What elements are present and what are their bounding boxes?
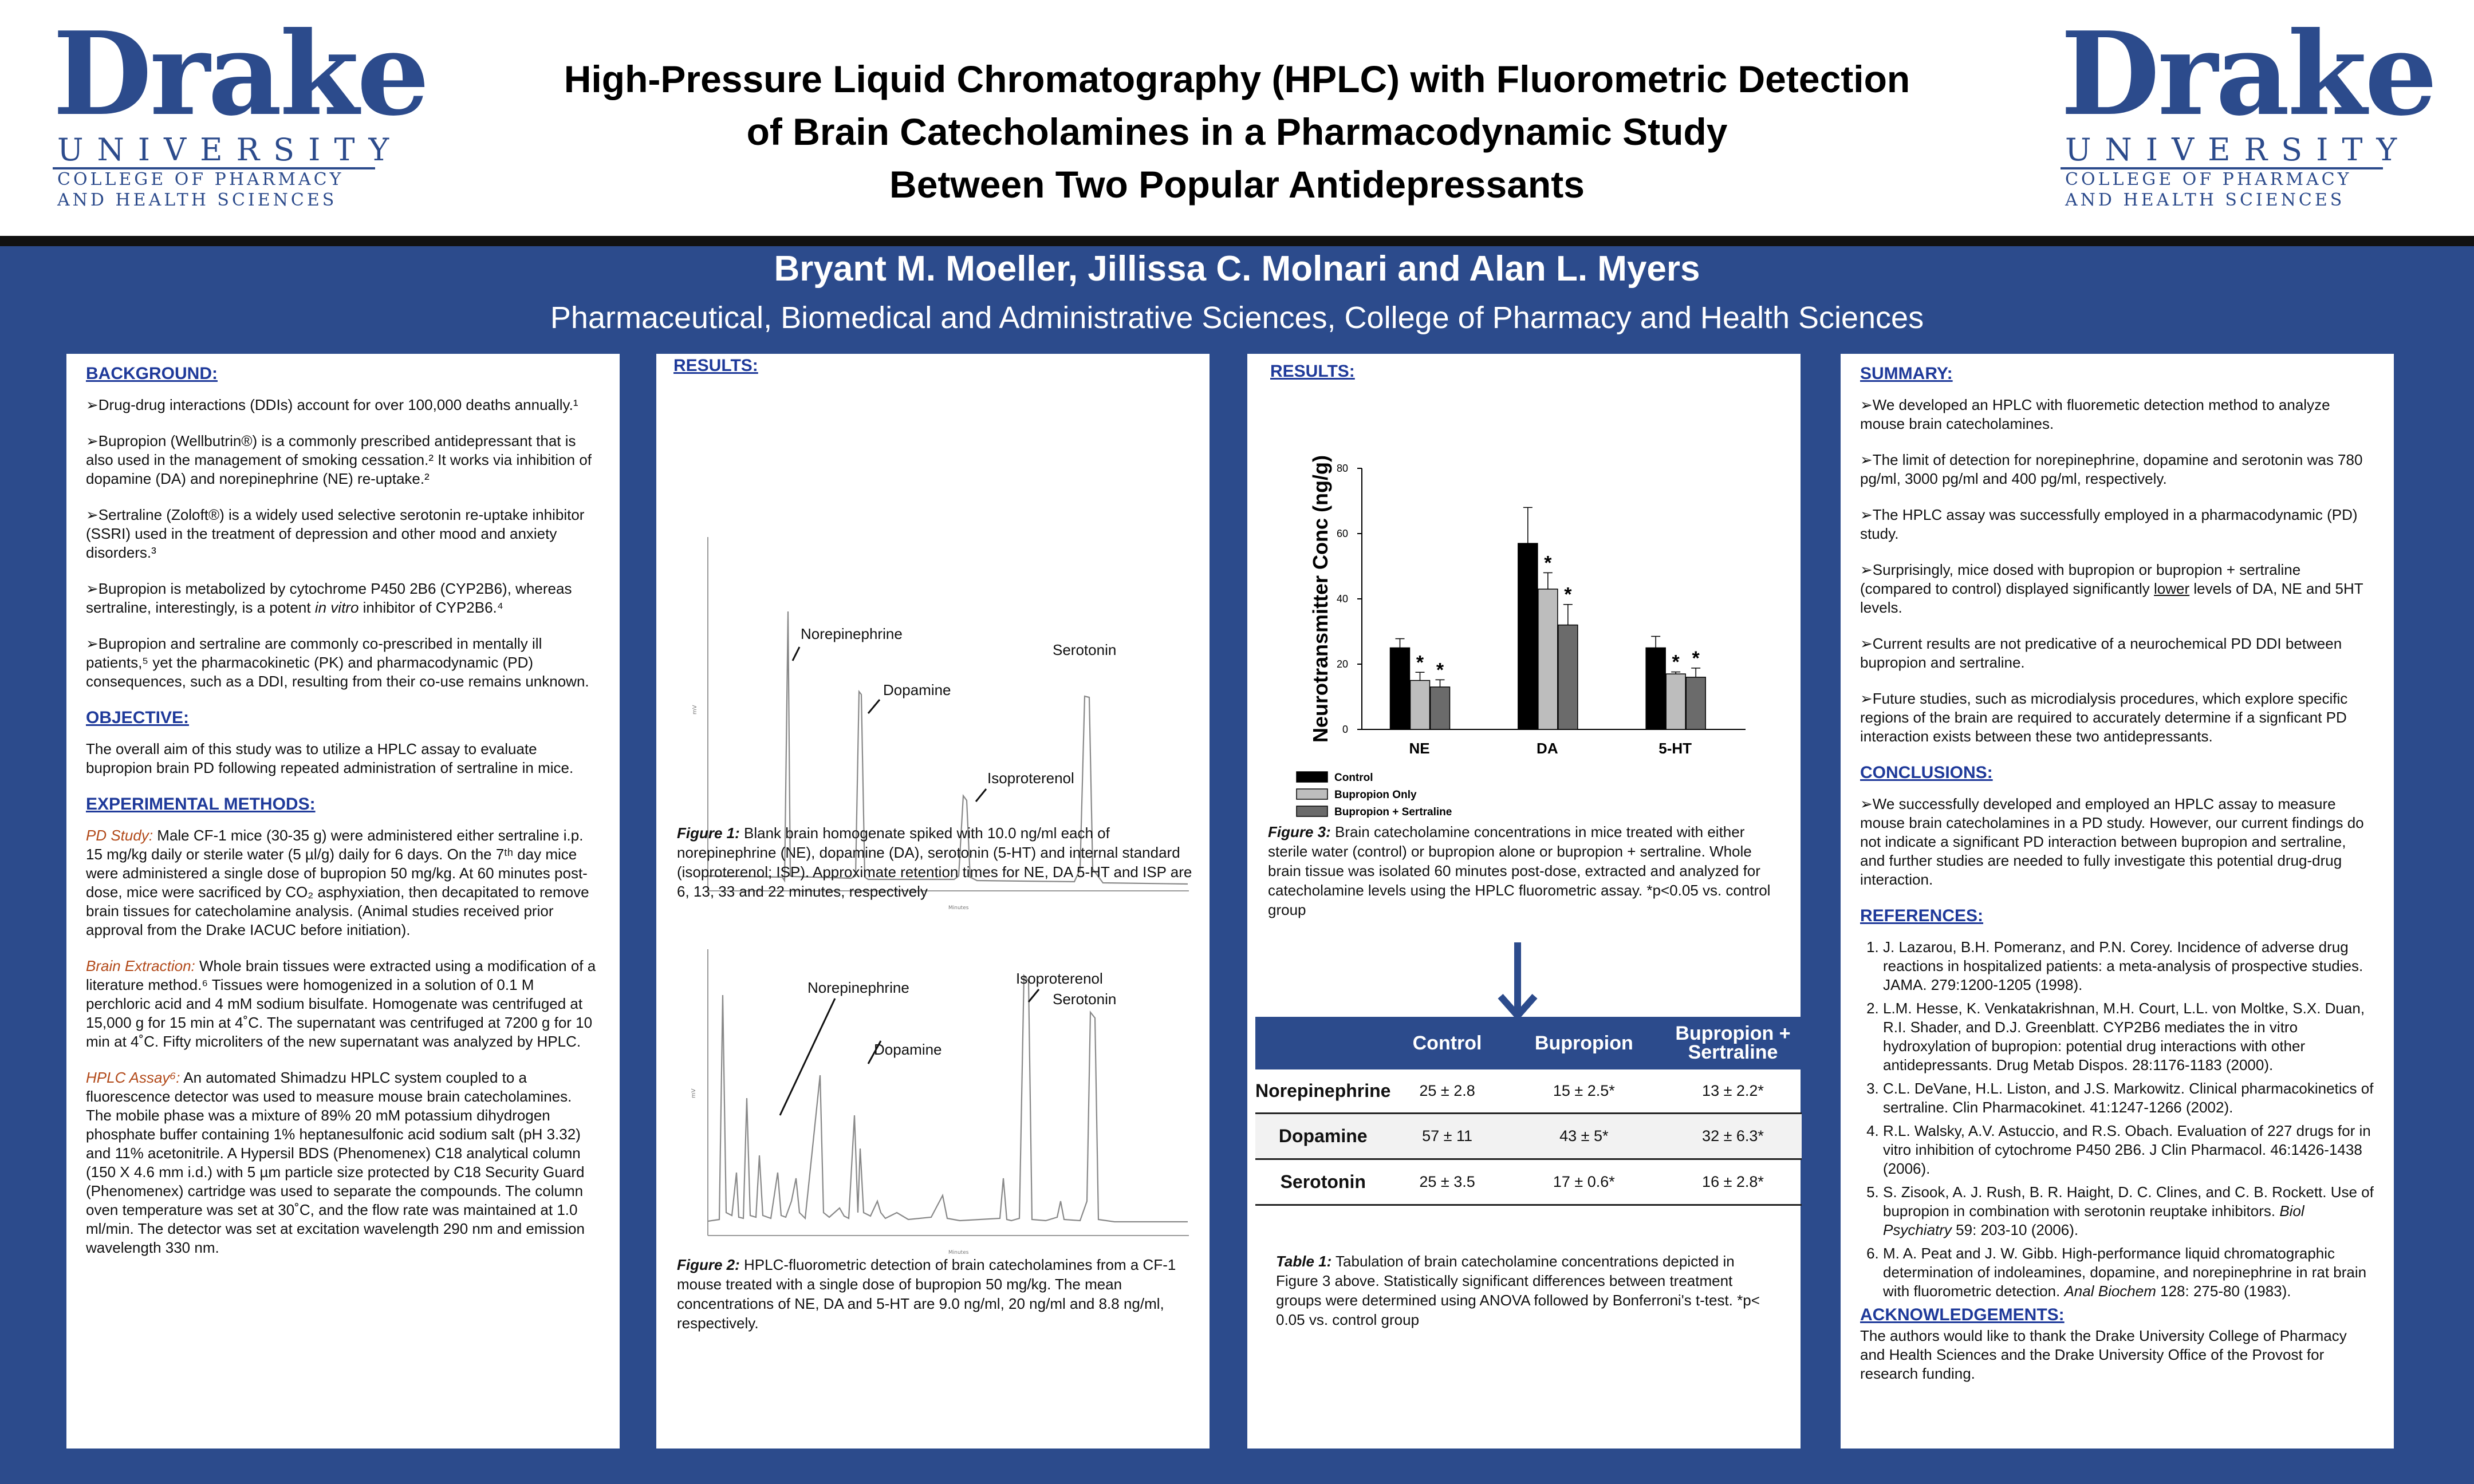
caption-label: Table 1: xyxy=(1276,1253,1332,1270)
down-arrow-icon xyxy=(1496,942,1539,1023)
table-cell: 25 ± 3.5 xyxy=(1419,1173,1475,1190)
method-text: An automated Shimadzu HPLC system coupled to a fluorescence detector was used to measure mouse brain catecholamines. The mobile phase was a mixture of 89% 20 mM potassium dihydrogen phosphate buffer containing 1% heptanesulfonic acid sodium salt (pH 3.32) and 11% acetonitrile. A Hypersil BDS (Phenomenex) C18 analytical column (150 X 4.6 mm i.d.) with 5 µm particle size protected by C18 Security Guard (Phenomenex) cartridge was used to separate the compounds. The column oven temperature was set at 30˚C, and the flow rate was maintained at 1.0 ml/min. The detector was set at excitation wavelength 290 nm and emission wavelength 330 nm. xyxy=(86,1069,585,1256)
logo-college-line2: AND HEALTH SCIENCES xyxy=(2065,190,2345,210)
affiliation: Pharmaceutical, Biomedical and Administrative Sciences, College of Pharmacy and Health Sciences xyxy=(550,301,1924,335)
fig1-arrow xyxy=(976,789,986,802)
fig2-label-isoproterenol: Isoproterenol xyxy=(1016,970,1103,987)
reference-text: J. Lazarou, B.H. Pomeranz, and P.N. Corey. Incidence of adverse drug reactions in hospitalized patients: a meta-analysis of prospective studies. JAMA. 279:1200-1205 (1998). xyxy=(1883,938,2363,993)
method-text: Male CF-1 mice (30-35 g) were administered either sertraline i.p. 15 mg/kg daily or sterile water (5 µl/g) daily for 6 days. On the 7ᵗʰ day mice were administered a single dose of bupropion 50 mg/kg. At 60 minutes post-dose, mice were sacrificed by CO₂ asphyxiation, then decapitated to remove brain tissues for catecholamine analysis. (Animal studies received prior approval from the Drake IACUC before initiation). xyxy=(86,827,589,938)
legend-label: Control xyxy=(1334,772,1373,784)
figure-1-caption xyxy=(677,823,1192,901)
summary-point: ➢Current results are not predicative of a neurochemical PD DDI between bupropion and sertraline. xyxy=(1860,635,2342,671)
drake-logo-right xyxy=(2061,7,2436,218)
summary-point: ➢We developed an HPLC with fluoremetic detection method to analyze mouse brain catecholamines. xyxy=(1860,396,2330,432)
bar-NE-0 xyxy=(1390,648,1410,730)
table-cell: 57 ± 11 xyxy=(1422,1127,1472,1144)
category-label: NE xyxy=(1409,740,1430,757)
background-point: ➢Drug-drug interactions (DDIs) account for over 100,000 deaths annually.¹ xyxy=(86,396,578,413)
table-row xyxy=(1255,1069,1802,1113)
panel-results-chromatograms xyxy=(656,354,1210,1449)
logo-college-line1: COLLEGE OF PHARMACY xyxy=(57,169,344,190)
bar-NE-2 xyxy=(1431,687,1450,729)
text-run: ➢Surprisingly, mice dosed with bupropion or bupropion + sertraline (compared to control) displayed significantly xyxy=(1860,561,2301,597)
background-point: ➢Sertraline (Zoloft®) is a widely used selective serotonin re-uptake inhibitor (SSRI) used in the treatment of depression and other mood and anxiety disorders.³ xyxy=(86,506,585,561)
logo-university: UNIVERSITY xyxy=(2061,133,2383,169)
figure-3-bar-chart xyxy=(1247,371,1801,829)
background-point: ➢Bupropion and sertraline are commonly co-prescribed in mentally ill patients,⁵ yet the pharmacokinetic (PK) and pharmacodynamic (PD) consequences, such as a DDI, resulting from their co-use remains unknown. xyxy=(86,635,589,690)
figure-3-caption xyxy=(1268,822,1783,919)
fig1-label-serotonin: Serotonin xyxy=(1053,641,1117,658)
summary-point xyxy=(1860,561,2374,617)
text-run: inhibitor of CYP2B6.⁴ xyxy=(359,599,503,616)
background-heading: BACKGROUND: xyxy=(86,364,218,383)
table-cell: 32 ± 6.3* xyxy=(1702,1127,1764,1144)
acknowledgements-heading: ACKNOWLEDGEMENTS: xyxy=(1860,1305,2065,1324)
significance-star: * xyxy=(1564,583,1572,606)
references-list xyxy=(1860,938,2374,1301)
significance-star: * xyxy=(1416,652,1424,674)
title-line-2: of Brain Catecholamines in a Pharmacodynamic Study xyxy=(746,110,1728,153)
methods-heading: EXPERIMENTAL METHODS: xyxy=(86,795,316,814)
table-cell: 13 ± 2.2* xyxy=(1702,1082,1764,1099)
caption-text: HPLC-fluorometric detection of brain catecholamines from a CF-1 mouse treated with a single dose of bupropion 50 mg/kg. The mean concentrations of NE, DA and 5-HT are 9.0 ng/ml, 20 ng/ml and 8.8 ng/ml, respectively. xyxy=(677,1256,1176,1332)
logo-college-line2: AND HEALTH SCIENCES xyxy=(57,190,337,210)
reference-item xyxy=(1883,938,2374,994)
caption-text: Brain catecholamine concentrations in mice treated with either sterile water (control) or bupropion alone or bupropion + sertraline. Whole brain tissue was isolated 60 minutes post-dose, extracted and analyzed for catecholamine levels using the HPLC fluorometric assay. *p<0.05 vs. control group xyxy=(1268,823,1771,918)
table-cell: 25 ± 2.8 xyxy=(1419,1082,1475,1099)
authors: Bryant M. Moeller, Jillissa C. Molnari and Alan L. Myers xyxy=(774,249,1700,289)
fig2-label-dopamine: Dopamine xyxy=(874,1041,942,1058)
conclusions-heading: CONCLUSIONS: xyxy=(1860,763,1993,782)
results-heading: RESULTS: xyxy=(1270,362,1355,381)
method-hplc-assay xyxy=(86,1068,600,1257)
caption-text: Tabulation of brain catecholamine concentrations depicted in Figure 3 above. Statistically significant differences between treatment groups were determined using ANOVA followed by Bonferroni's t-test. *p< 0.05 vs. control group xyxy=(1276,1253,1760,1328)
reference-journal: Biol Psychiatry xyxy=(1883,1202,2304,1238)
summary-point: ➢Future studies, such as microdialysis procedures, which explore specific regions of the brain are required to accurately determine if a signficant PD interaction exists between these two antidepressants. xyxy=(1860,690,2348,745)
background-point xyxy=(86,579,600,617)
caption-label: Figure 2: xyxy=(677,1256,740,1273)
table-cell: 16 ± 2.8* xyxy=(1702,1173,1764,1190)
fig2-arrow xyxy=(780,998,835,1115)
method-label: HPLC Assay⁶: xyxy=(86,1069,180,1086)
results-table xyxy=(1255,1017,1802,1206)
results-heading: RESULTS: xyxy=(673,356,758,375)
reference-text: 128: 275-80 (1983). xyxy=(2156,1282,2291,1300)
table-header-bupropion-sertraline: Bupropion + Sertraline xyxy=(1675,1023,1791,1063)
significance-star: * xyxy=(1436,659,1444,681)
reference-text: 59: 203-10 (2006). xyxy=(1951,1221,2079,1238)
summary-point: ➢The HPLC assay was successfully employed in a pharmacodynamic (PD) study. xyxy=(1860,506,2358,542)
fig1-x-axis-tick-label: Minutes xyxy=(948,905,969,911)
legend-swatch xyxy=(1297,772,1327,782)
poster-title xyxy=(401,53,2073,211)
title-line-3: Between Two Popular Antidepressants xyxy=(889,163,1585,206)
y-tick-label: 80 xyxy=(1336,463,1348,474)
objective-text: The overall aim of this study was to utilize a HPLC assay to evaluate bupropion brain PD following repeated administration of sertraline in mice. xyxy=(86,740,574,776)
bar-NE-1 xyxy=(1411,681,1430,730)
panel-results-chart-table xyxy=(1247,354,1801,1449)
bar-DA-1 xyxy=(1538,589,1558,729)
text-run-italic: in vitro xyxy=(314,599,359,616)
category-label: DA xyxy=(1537,740,1558,757)
reference-text: M. A. Peat and J. W. Gibb. High-performance liquid chromatographic determination of indoleamines, dopamine, and norepinephrine in rat brain with fluorometric detection. xyxy=(1883,1245,2367,1300)
background-point: ➢Bupropion (Wellbutrin®) is a commonly prescribed antidepressant that is also used in the management of smoking cessation.² It works via inhibition of dopamine (DA) and norepinephrine (NE) re-uptake.² xyxy=(86,432,592,487)
method-text: Whole brain tissues were extracted using a modification of a literature method.⁶ Tissues were homogenized in a solution of 0.1 M perchloric acid and 4 mM sodium bisulfate. Homogenate was centrifuged at 15,000 g for 15 min at 4˚C. The supernatant was centrifuged at 7200 g for 10 min at 4˚C. Fifty microliters of the new supernatant was analyzed by HPLC. xyxy=(86,957,596,1050)
table-header-bupropion: Bupropion xyxy=(1534,1032,1633,1054)
conclusion-text: ➢We successfully developed and employed an HPLC assay to measure mouse brain catecholamines in a PD study. However, our current findings do not indicate a significant PD interaction between bupropion and sertraline, and further studies are needed to fully investigate this potential drug-drug interaction. xyxy=(1860,795,2364,888)
significance-star: * xyxy=(1544,552,1552,574)
reference-item xyxy=(1883,1244,2374,1301)
method-label: Brain Extraction: xyxy=(86,957,195,974)
fig1-label-isoproterenol: Isoproterenol xyxy=(987,769,1074,787)
fig1-arrow xyxy=(868,700,880,713)
y-tick-label: 0 xyxy=(1342,724,1348,735)
table-header-row xyxy=(1255,1017,1802,1069)
table-row xyxy=(1255,1113,1802,1159)
acknowledgements-text: The authors would like to thank the Drake University College of Pharmacy and Health Sciences and the Drake University Office of the Provost for research funding. xyxy=(1860,1327,2347,1382)
panel-background-methods xyxy=(66,354,620,1449)
table-cell: 15 ± 2.5* xyxy=(1553,1082,1615,1099)
bar-5-HT-1 xyxy=(1666,674,1685,729)
fig2-y-axis-tick-label: mV xyxy=(691,1088,697,1098)
legend-swatch xyxy=(1297,789,1327,799)
bar-DA-0 xyxy=(1518,543,1538,729)
caption-text: Blank brain homogenate spiked with 10.0 ng/ml each of norepinephrine (NE), dopamine (DA), serotonin (5-HT) and internal standard (isoproterenol; ISP). Approximate retention times for NE, DA 5-HT and ISP are 6, 13, 33 and 22 minutes, respectively xyxy=(677,824,1192,900)
figure-2-chromatogram-svg xyxy=(679,926,1195,1256)
reference-item xyxy=(1883,1079,2374,1117)
fig1-arrow xyxy=(793,647,799,661)
legend-swatch xyxy=(1297,806,1327,816)
reference-text: R.L. Walsky, A.V. Astuccio, and R.S. Obach. Evaluation of 227 drugs for in vitro inhibition of cytochrome P450 2B6. J Clin Pharmacol. 46:1426-1438 (2006). xyxy=(1883,1122,2371,1177)
legend-label: Bupropion + Sertraline xyxy=(1334,806,1452,818)
reference-text: S. Zisook, A. J. Rush, B. R. Haight, D. C. Clines, and C. B. Rockett. Use of bupropion in combination with serotonin reuptake inhibitors. xyxy=(1883,1183,2374,1219)
logo-wordmark: Drake xyxy=(53,7,428,141)
reference-item xyxy=(1883,1183,2374,1240)
bar-5-HT-2 xyxy=(1686,677,1705,729)
fig2-x-axis-tick-label: Minutes xyxy=(948,1250,969,1256)
fig2-arrow xyxy=(1029,989,1039,1002)
fig1-y-axis-tick-label: mV xyxy=(692,705,698,715)
text-run: ➢Bupropion is metabolized by cytochrome P450 2B6 (CYP2B6), whereas sertraline, interestingly, is a potent xyxy=(86,580,572,616)
table-header-empty xyxy=(1255,1017,1390,1069)
bar-5-HT-0 xyxy=(1646,648,1665,730)
logo-university: UNIVERSITY xyxy=(53,133,375,169)
logo-college-line1: COLLEGE OF PHARMACY xyxy=(2065,169,2352,190)
reference-text: L.M. Hesse, K. Venkatakrishnan, M.H. Court, L.L. von Moltke, S.X. Duan, R.I. Shader, and D.J. Greenblatt. CYP2B6 mediates the in vitro hydroxylation of bupropion: potential drug interactions with other antidepressants. Drug Metab Dispos. 28:1176-1183 (2000). xyxy=(1883,1000,2365,1073)
category-label: 5-HT xyxy=(1658,740,1692,757)
drake-logo-left xyxy=(53,7,428,218)
table-cell: 43 ± 5* xyxy=(1559,1127,1609,1144)
table-1-caption xyxy=(1276,1252,1768,1329)
significance-star: * xyxy=(1692,647,1700,669)
text-run-underline: lower xyxy=(2154,580,2190,597)
table-row-label: Dopamine xyxy=(1278,1125,1368,1146)
table-header-control: Control xyxy=(1412,1032,1482,1054)
bar-DA-2 xyxy=(1558,625,1578,729)
table-row-label: Serotonin xyxy=(1280,1171,1366,1192)
fig2-label-norepinephrine: Norepinephrine xyxy=(807,979,909,996)
fig2-trace xyxy=(708,976,1188,1222)
reference-item xyxy=(1883,1122,2374,1178)
table-row-label: Norepinephrine xyxy=(1255,1080,1391,1101)
references-heading: REFERENCES: xyxy=(1860,906,1984,925)
method-brain-extraction xyxy=(86,957,600,1051)
caption-label: Figure 1: xyxy=(677,824,740,842)
reference-text: C.L. DeVane, H.L. Liston, and J.S. Markowitz. Clinical pharmacokinetics of sertraline. Clin Pharmacokinet. 41:1247-1266 (2002). xyxy=(1883,1080,2374,1116)
fig1-label-norepinephrine: Norepinephrine xyxy=(801,625,903,642)
fig2-label-serotonin: Serotonin xyxy=(1053,990,1117,1008)
objective-heading: OBJECTIVE: xyxy=(86,708,190,727)
method-pd-study xyxy=(86,826,600,940)
method-label: PD Study: xyxy=(86,827,153,844)
summary-point: ➢The limit of detection for norepinephrine, dopamine and serotonin was 780 pg/ml, 3000 pg/ml and 400 pg/ml, respectively. xyxy=(1860,451,2363,487)
panel-summary-references xyxy=(1841,354,2394,1449)
fig1-label-dopamine: Dopamine xyxy=(883,681,951,698)
y-tick-label: 60 xyxy=(1336,528,1348,539)
summary-heading: SUMMARY: xyxy=(1860,364,1953,383)
reference-item xyxy=(1883,999,2374,1075)
figure-2-caption xyxy=(677,1255,1192,1333)
legend-label: Bupropion Only xyxy=(1334,789,1417,801)
y-tick-label: 20 xyxy=(1336,658,1348,670)
title-line-1: High-Pressure Liquid Chromatography (HPLC) with Fluorometric Detection xyxy=(564,58,1910,100)
logo-wordmark: Drake xyxy=(2061,7,2436,141)
text-run: levels of DA, NE and 5HT levels. xyxy=(1860,580,2363,616)
y-axis-title: Neurotransmitter Conc (ng/g) xyxy=(1309,455,1332,743)
caption-label: Figure 3: xyxy=(1268,823,1331,840)
reference-journal: Anal Biochem xyxy=(2064,1282,2156,1300)
table-cell: 17 ± 0.6* xyxy=(1553,1173,1615,1190)
y-tick-label: 40 xyxy=(1336,593,1348,605)
significance-star: * xyxy=(1672,651,1680,673)
table-row xyxy=(1255,1159,1802,1205)
